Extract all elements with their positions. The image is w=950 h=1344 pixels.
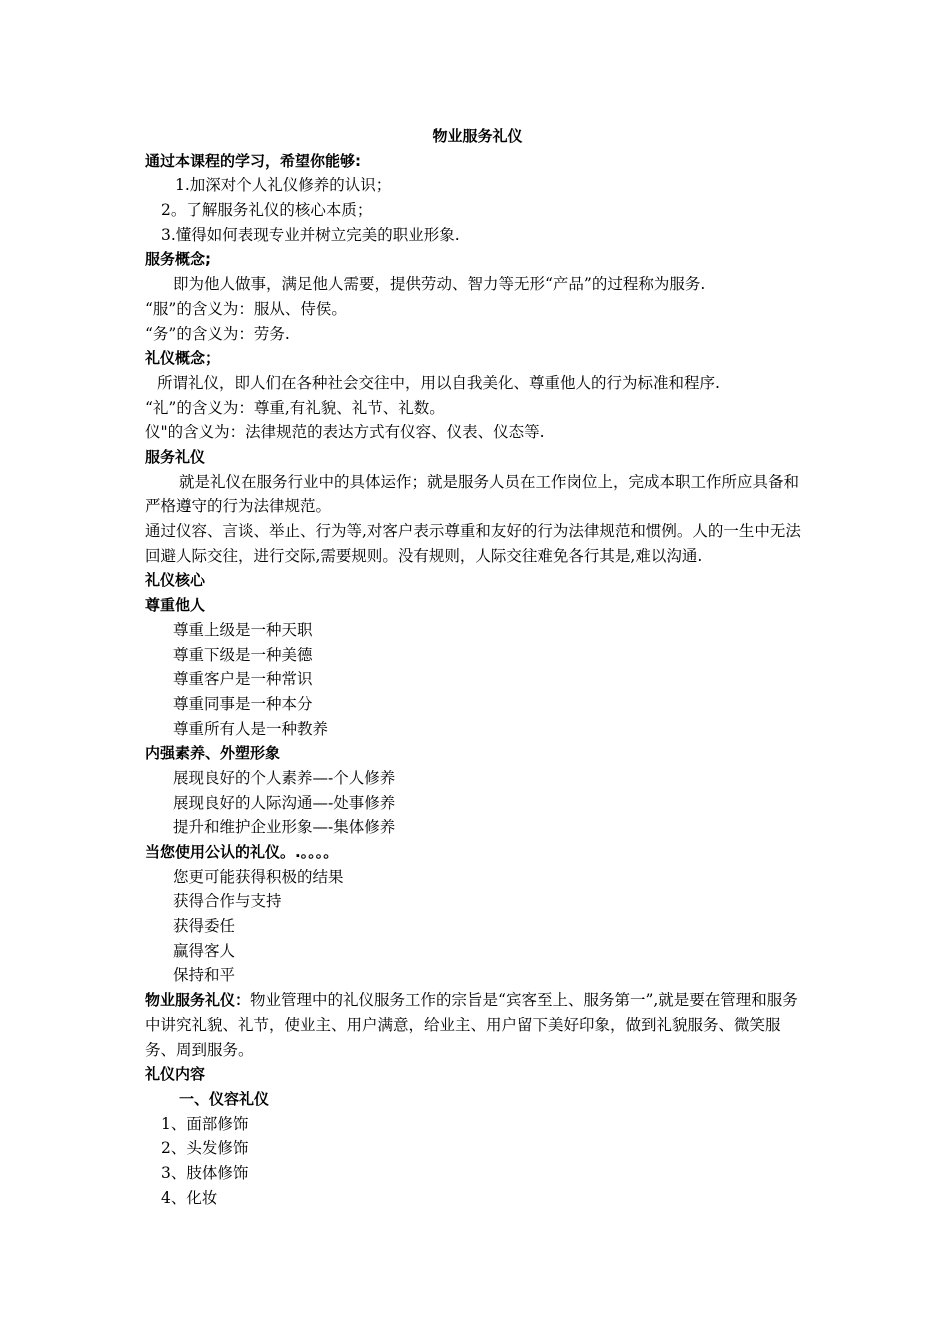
etiquette-concept-heading: 礼仪概念； (145, 349, 221, 368)
content-item: 4、化妆 (161, 1188, 218, 1207)
content-item: 3、肢体修饰 (161, 1163, 249, 1182)
service-concept-body: 即为他人做事，满足他人需要，提供劳动、智力等无形“产品”的过程称为服务. (173, 275, 706, 294)
respect-item: 尊重上级是一种天职 (173, 620, 313, 639)
etiquette-concept-body: 所谓礼仪，即人们在各种社会交往中，用以自我美化、尊重他人的行为标准和程序. (157, 373, 720, 392)
property-etiquette-label: 物业服务礼仪： (145, 991, 251, 1010)
content-sub-heading: 一、仪容礼仪 (179, 1089, 270, 1108)
cultivation-item: 展现良好的人际沟通—-处事修养 (173, 793, 396, 812)
service-etiquette-para-1: 就是礼仪在服务行业中的具体运作；就是服务人员在工作岗位上，完成本职工作所应具备和严格遵守的行为法律规范。 (145, 472, 800, 516)
core-heading: 礼仪核心 (145, 571, 206, 590)
benefit-item: 保持和平 (173, 966, 236, 985)
benefit-item: 您更可能获得积极的结果 (173, 867, 344, 886)
cultivation-heading: 内强素养、外塑形象 (145, 744, 281, 763)
service-wu-meaning: “务”的含义为：劳务. (145, 324, 290, 343)
respect-item: 尊重下级是一种美德 (173, 645, 313, 664)
benefit-item: 获得合作与支持 (173, 892, 282, 911)
property-etiquette-body: 物业管理中的礼仪服务工作的宗旨是“宾客至上、服务第一”,就是要在管理和服务中讲究礼貌、礼节，使业主、用户满意，给业主、用户留下美好印象，做到礼貌服务、微笑服务、周到服务。 (145, 991, 798, 1059)
goal-item-3: 3.懂得如何表现专业并树立完美的职业形象. (161, 225, 460, 244)
service-etiquette-para-2: 通过仪容、言谈、举止、行为等,对客户表示尊重和友好的行为法律规范和惯例。人的一生中无法回避人际交往，进行交际,需要规则。没有规则，人际交往难免各行其是,难以沟通. (145, 522, 801, 565)
cultivation-item: 提升和维护企业形象—-集体修养 (173, 818, 396, 837)
document-title: 物业服务礼仪 (432, 127, 523, 145)
property-etiquette-paragraph (145, 988, 810, 1062)
cultivation-item: 展现良好的个人素养—-个人修养 (173, 768, 396, 787)
etiquette-yi-meaning: 仪"的含义为：法律规范的表达方式有仪容、仪表、仪态等. (145, 423, 545, 442)
goal-item-2: 2。了解服务礼仪的核心本质； (161, 201, 373, 220)
service-concept-heading: 服务概念; (145, 250, 211, 269)
content-item: 1、面部修饰 (161, 1114, 249, 1133)
content-heading: 礼仪内容 (145, 1065, 206, 1084)
document-page (145, 124, 810, 1210)
respect-heading: 尊重他人 (145, 596, 206, 615)
respect-item: 尊重所有人是一种教养 (173, 719, 329, 738)
service-fu-meaning: “服”的含义为：服从、侍侯。 (145, 299, 347, 318)
intro-heading: 通过本课程的学习，希望你能够: (145, 151, 362, 170)
service-etiquette-heading: 服务礼仪 (145, 447, 206, 466)
benefit-item: 赢得客人 (173, 941, 236, 960)
benefit-item: 获得委任 (173, 917, 236, 936)
goal-item-1: 1.加深对个人礼仪修养的认识； (175, 176, 392, 195)
benefits-heading: 当您使用公认的礼仪。.。。。。 (145, 843, 339, 861)
respect-item: 尊重客户是一种常识 (173, 670, 313, 689)
respect-item: 尊重同事是一种本分 (173, 694, 313, 713)
etiquette-li-meaning: “礼”的含义为：尊重,有礼貌、礼节、礼数。 (145, 398, 445, 417)
content-item: 2、头发修饰 (161, 1139, 249, 1158)
